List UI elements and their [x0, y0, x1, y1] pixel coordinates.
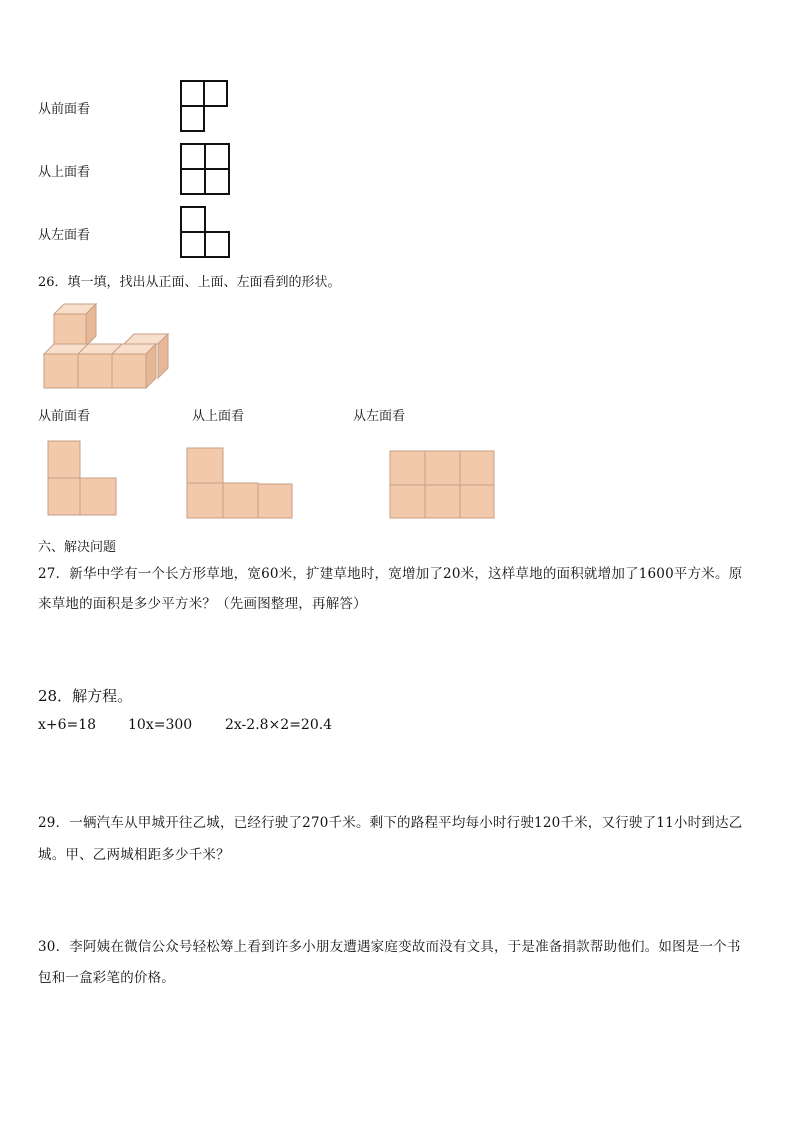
q27-line1: 27．新华中学有一个长方形草地，宽60米，扩建草地时，宽增加了20米，这样草地的面积就增加了1600平方米。原	[38, 566, 743, 582]
q30-line1: 30．李阿姨在微信公众号轻松筹上看到许多小朋友遭遇家庭变故而没有文具，于是准备捐款帮助他们。如图是一个书	[38, 939, 741, 955]
q25-top-view-figure	[180, 143, 232, 197]
q28-title: 28．解方程。	[38, 687, 133, 705]
q26-question: 26．填一填，找出从正面、上面、左面看到的形状。	[38, 275, 341, 290]
q25-front-label: 从前面看	[38, 102, 91, 117]
q29-line1: 29．一辆汽车从甲城开往乙城，已经行驶了270千米。剩下的路程平均每小时行驶120千米，又行驶了11小时到达乙	[38, 815, 743, 831]
q26-cube-arrangement	[40, 298, 175, 393]
q25-top-label: 从上面看	[38, 165, 91, 180]
q26-left-label: 从左面看	[353, 409, 406, 424]
q28-equation-3: 2x-2.8×2=20.4	[225, 717, 333, 733]
q25-left-view-figure	[180, 206, 232, 260]
q30-line2: 包和一盒彩笔的价格。	[38, 970, 175, 986]
q26-left-view-figure	[389, 450, 497, 520]
q29-line2: 城。甲、乙两城相距多少千米？	[38, 847, 230, 863]
q26-front-label: 从前面看	[38, 409, 91, 424]
section-six-title: 六、解决问题	[38, 540, 117, 555]
q26-front-view-figure	[47, 440, 119, 518]
q27-line2: 来草地的面积是多少平方米？（先画图整理，再解答）	[38, 596, 367, 612]
q26-top-label: 从上面看	[192, 409, 245, 424]
q28-equation-1: x+6=18	[38, 717, 97, 733]
q25-left-label: 从左面看	[38, 228, 91, 243]
q25-front-view-figure	[180, 80, 230, 134]
q28-equation-2: 10x=300	[128, 717, 193, 733]
q26-top-view-figure	[186, 447, 294, 521]
